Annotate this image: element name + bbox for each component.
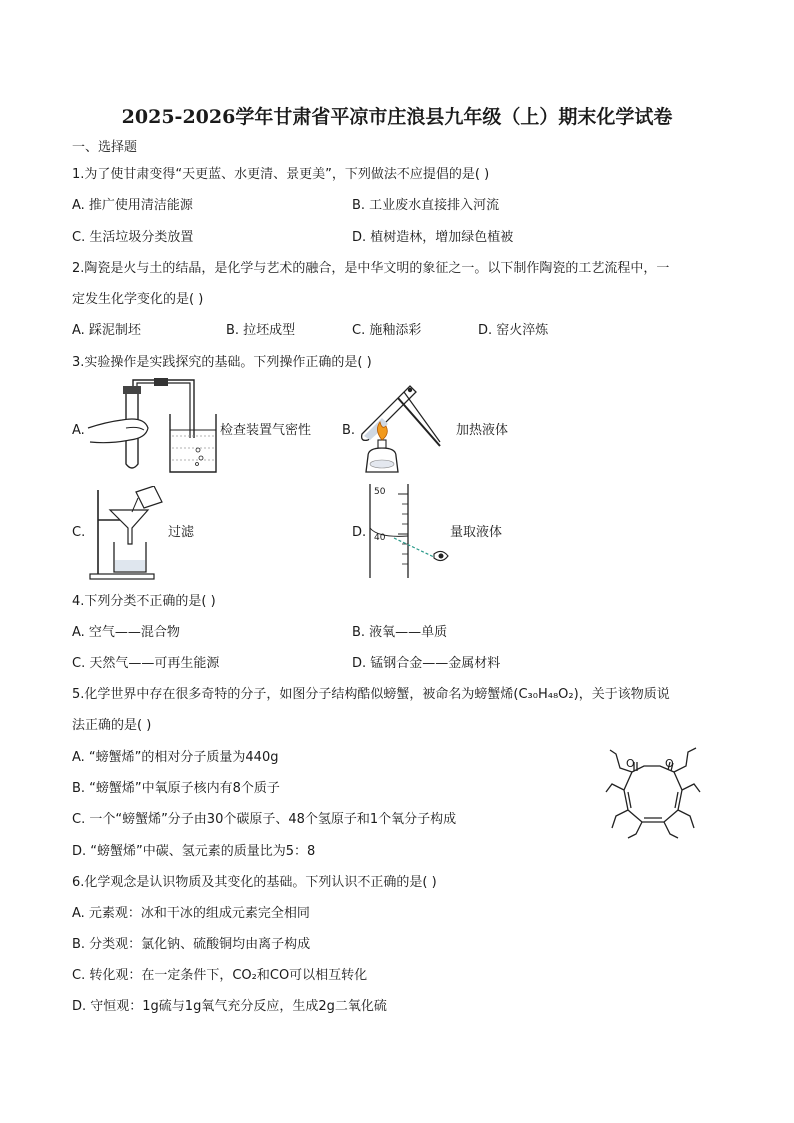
crab-molecule-figure — [598, 744, 708, 860]
q5-stem-line1: 5.化学世界中存在很多奇特的分子，如图分子结构酷似螃蟹，被命名为螃蟹烯(C₃₀H₄₈O₂)，关于该物质说 — [72, 687, 670, 702]
q3-option-c-text: 过滤 — [168, 525, 195, 540]
q3-option-a-letter: A. — [72, 423, 85, 438]
q5-stem-line2: 法正确的是( ) — [72, 718, 152, 733]
q3-option-d-letter: D. — [352, 525, 367, 540]
heating-liquid-figure — [354, 376, 444, 476]
airtightness-check-figure — [86, 378, 226, 476]
q1-option-d: D. 植树造林，增加绿色植被 — [352, 230, 514, 245]
q5-option-a: A. “螃蟹烯”的相对分子质量为440g — [72, 750, 279, 765]
q4-option-b: B. 液氧——单质 — [352, 625, 448, 640]
q6-option-d: D. 守恒观：1g硫与1g氧气充分反应，生成2g二氧化硫 — [72, 999, 387, 1014]
q4-stem: 4.下列分类不正确的是( ) — [72, 594, 216, 609]
q6-option-b: B. 分类观：氯化钠、硫酸铜均由离子构成 — [72, 937, 311, 952]
section-heading: 一、选择题 — [72, 140, 138, 155]
q5-option-b: B. “螃蟹烯”中氧原子核内有8个质子 — [72, 781, 280, 796]
cylinder-mark-50: 50 — [374, 487, 386, 497]
q4-option-d: D. 锰钢合金——金属材料 — [352, 656, 501, 671]
q1-stem: 1.为了使甘肃变得“天更蓝、水更清、景更美”，下列做法不应提倡的是( ) — [72, 167, 490, 182]
filtration-figure — [88, 486, 168, 580]
q4-option-a: A. 空气——混合物 — [72, 625, 180, 640]
q3-option-b-letter: B. — [342, 423, 356, 438]
page-title: 2025-2026学年甘肃省平凉市庄浪县九年级（上）期末化学试卷 — [121, 106, 673, 128]
q3-option-a-text: 检查装置气密性 — [220, 423, 312, 438]
q2-stem-line1: 2.陶瓷是火与土的结晶，是化学与艺术的融合，是中华文明的象征之一。以下制作陶瓷的工艺流程中，一 — [72, 261, 670, 276]
q6-stem: 6.化学观念是认识物质及其变化的基础。下列认识不正确的是( ) — [72, 875, 437, 890]
q1-option-b: B. 工业废水直接排入河流 — [352, 198, 500, 213]
carbonyl-o-left: O — [626, 757, 635, 770]
q4-option-c: C. 天然气——可再生能源 — [72, 656, 220, 671]
q2-option-a: A. 踩泥制坯 — [72, 323, 141, 338]
q2-option-c: C. 施釉添彩 — [352, 323, 422, 338]
q2-option-d: D. 窑火淬炼 — [478, 323, 549, 338]
q5-option-d: D. “螃蟹烯”中碳、氢元素的质量比为5：8 — [72, 844, 316, 859]
carbonyl-o-right: O — [665, 757, 674, 770]
q2-option-b: B. 拉坯成型 — [226, 323, 296, 338]
q3-option-b-text: 加热液体 — [456, 423, 509, 438]
q6-option-c: C. 转化观：在一定条件下，CO₂和CO可以相互转化 — [72, 968, 368, 983]
cylinder-mark-40: 40 — [374, 533, 386, 543]
q3-stem: 3.实验操作是实践探究的基础。下列操作正确的是( ) — [72, 355, 372, 370]
q5-option-c: C. 一个“螃蟹烯”分子由30个碳原子、48个氢原子和1个氧分子构成 — [72, 812, 457, 827]
q1-option-c: C. 生活垃圾分类放置 — [72, 230, 194, 245]
q1-option-a: A. 推广使用清洁能源 — [72, 198, 193, 213]
q2-stem-line2: 定发生化学变化的是( ) — [72, 292, 204, 307]
q3-option-d-text: 量取液体 — [450, 525, 503, 540]
q3-option-c-letter: C. — [72, 525, 86, 540]
q6-option-a: A. 元素观：冰和干冰的组成元素完全相同 — [72, 906, 310, 921]
